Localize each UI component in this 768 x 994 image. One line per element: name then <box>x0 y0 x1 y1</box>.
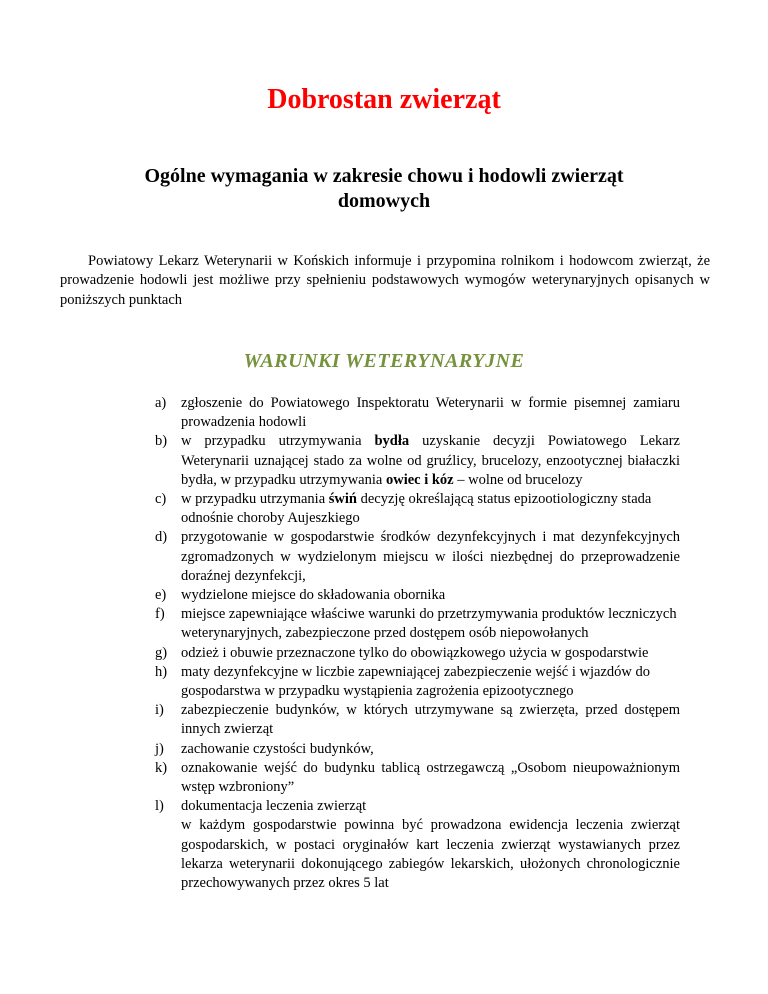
list-item <box>155 605 680 643</box>
list-marker: g) <box>155 644 168 661</box>
list-item <box>155 663 680 701</box>
list-item <box>155 759 680 797</box>
list-item <box>155 797 680 893</box>
list-item-text: – wolne od brucelozy <box>453 471 583 488</box>
list-marker: a) <box>155 395 167 411</box>
list-item <box>155 740 680 759</box>
list-marker: b) <box>155 433 168 450</box>
list-item <box>155 528 680 586</box>
list-marker: f) <box>155 606 165 623</box>
list-item-text: uzyskanie decyzji Powiatowego Lekarz Weterynarii uznającej stado za wolne od gruźlicy, brucelozy, enzootycznej białaczki bydła, w przypadku utrzymywania <box>181 433 680 488</box>
list-item-text: w przypadku utrzymywania <box>181 433 375 450</box>
list-item-text: decyzję określającą status epizootiologiczny stada odnośnie choroby Aujeszkiego <box>181 491 652 527</box>
emphasis-pigs: świń <box>328 491 357 508</box>
intro-paragraph: Powiatowy Lekarz Weterynarii w Końskich informuje i przypomina rolnikom i hodowcom zwierząt, że prowadzenie hodowli jest możliwe przy spełnieniu podstawowych wymogów weterynaryjnych opisanych w poniższych punktach <box>60 252 710 308</box>
list-item-text: przygotowanie w gospodarstwie środków dezynfekcyjnych i mat dezynfekcyjnych zgromadzonych w wydzielonym miejscu w ilości niezbędnej do przeprowadzenie doraźnej dezynfekcji, <box>181 529 680 584</box>
list-marker: e) <box>155 587 167 604</box>
document-title: Dobrostan zwierząt <box>267 84 501 115</box>
list-item <box>155 394 680 432</box>
section-heading: WARUNKI WETERYNARYJNE <box>243 350 525 372</box>
list-item-text: odzież i obuwie przeznaczone tylko do obowiązkowego użycia w gospodarstwie <box>181 644 649 661</box>
list-item-text: zgłoszenie do Powiatowego Inspektoratu Weterynarii w formie pisemnej zamiaru prowadzenia hodowli <box>181 395 680 431</box>
list-marker: h) <box>155 663 168 680</box>
list-item <box>155 644 680 663</box>
list-marker: k) <box>155 759 168 776</box>
list-marker: i) <box>155 702 164 719</box>
list-item-text: miejsce zapewniające właściwe warunki do przetrzymywania produktów leczniczych weterynaryjnych, zabezpieczone przed dostępem osób niepowołanych <box>181 606 677 642</box>
list-item-text: zachowanie czystości budynków, <box>181 740 374 757</box>
list-item <box>155 701 680 739</box>
list-marker: l) <box>155 798 164 815</box>
list-marker: d) <box>155 529 168 546</box>
list-item <box>155 490 680 528</box>
list-marker: c) <box>155 491 167 508</box>
emphasis-sheep-goats: owiec i kóz <box>385 471 454 488</box>
list-item-text: maty dezynfekcyjne w liczbie zapewniającej zabezpieczenie wejść i wjazdów do gospodarstwa w przypadku wystąpienia zagrożenia epizootycznego <box>181 663 650 700</box>
list-item-text: zabezpieczenie budynków, w których utrzymywane są zwierzęta, przed dostępem innych zwierząt <box>181 702 680 738</box>
conditions-list <box>155 394 680 893</box>
list-item-text: wydzielone miejsce do składowania obornika <box>181 587 446 604</box>
list-item <box>155 432 680 490</box>
list-item <box>155 586 680 605</box>
list-marker: j) <box>155 740 164 757</box>
list-item-text: oznakowanie wejść do budynku tablicą ostrzegawczą „Osobom nieupoważnionym wstęp wzbroniony” <box>181 759 680 796</box>
emphasis-cattle: bydła <box>374 433 410 450</box>
document-subtitle: Ogólne wymagania w zakresie chowu i hodowli zwierząt domowych <box>144 165 624 212</box>
list-item-text: w przypadku utrzymania <box>181 491 329 508</box>
list-item-continuation: w każdym gospodarstwie powinna być prowadzona ewidencja leczenia zwierząt gospodarskich, w postaci oryginałów kart leczenia zwierząt wystawianych przez lekarza weterynarii dokonującego zabiegów lekarskich, ułożonych chronologicznie przechowywanych przez okres 5 lat <box>181 817 680 892</box>
list-item-text: dokumentacja leczenia zwierząt <box>181 798 367 815</box>
